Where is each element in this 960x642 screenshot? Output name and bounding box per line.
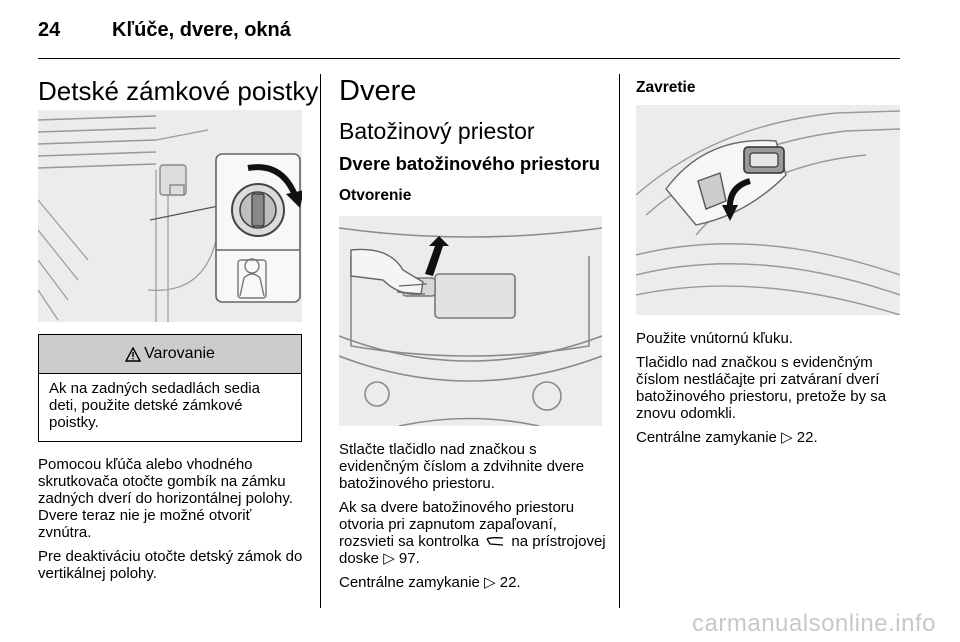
- paragraph: [636, 429, 906, 446]
- paragraph: [339, 574, 607, 591]
- column-divider: [320, 74, 321, 608]
- text-run: Ak sa dvere batožinového priestoru otvoria pri zapnutom zapaľovaní, rozsvieti sa kontrolka: [339, 499, 575, 550]
- column-divider: [619, 74, 620, 608]
- paragraph: [339, 499, 607, 567]
- chapter-title: Kľúče, dvere, okná: [112, 19, 291, 41]
- paragraph: Stlačte tlačidlo nad značkou s evidenčným číslom a zdvihnite dvere batožinového priestoru.: [339, 441, 585, 492]
- warning-triangle-icon: [125, 347, 141, 362]
- tailgate-closing-illustration: [636, 105, 900, 315]
- warning-title: Varovanie: [144, 345, 215, 362]
- section-heading-child-locks: Detské zámkové poistky: [38, 76, 319, 106]
- page-ref-arrow-icon: ▷: [383, 550, 395, 567]
- paragraph: Tlačidlo nad značkou s evidenčným číslom nestláčajte pri zatváraní dverí batožinového priestoru, pretože by sa znovu odomkli.: [636, 354, 887, 422]
- paragraph: Pre deaktiváciu otočte detský zámok do vertikálnej polohy.: [38, 548, 303, 582]
- paragraph: Použite vnútornú kľuku.: [636, 330, 793, 347]
- text-run: Centrálne zamykanie: [636, 429, 777, 446]
- page-number: 24: [38, 19, 61, 41]
- section-tailgate: Dvere batožinového priestoru: [339, 153, 601, 174]
- subheading-luggage-compartment: Batožinový priestor: [339, 118, 535, 144]
- section-heading-doors: Dvere: [339, 75, 417, 107]
- warning-box: [38, 334, 302, 442]
- child-lock-instructions: [38, 456, 308, 589]
- opening-instructions: [339, 441, 607, 598]
- text-run: Centrálne zamykanie: [339, 574, 480, 591]
- page-ref-arrow-icon: ▷: [781, 429, 793, 446]
- header-rule: [38, 58, 900, 59]
- warning-text: Ak na zadných sedadlách sedia deti, použite detské zámkové poistky.: [49, 380, 260, 431]
- page-reference[interactable]: 97.: [398, 550, 420, 567]
- page-reference[interactable]: 22.: [499, 574, 521, 591]
- paragraph: Pomocou kľúča alebo vhodného skrutkovača otočte gombík na zámku zadných dverí do horizontálnej polohy. Dvere teraz nie je možné otvoriť zvnútra.: [38, 456, 293, 541]
- text-run: na prístrojovej doske: [339, 533, 606, 567]
- page-ref-arrow-icon: ▷: [484, 574, 496, 591]
- subsection-closing: Zavretie: [636, 79, 696, 96]
- subsection-opening: Otvorenie: [339, 187, 412, 204]
- open-tailgate-indicator-icon: [485, 536, 505, 548]
- child-lock-illustration: [38, 110, 302, 322]
- warning-header: [39, 335, 301, 374]
- tailgate-opening-illustration: [339, 216, 602, 426]
- site-watermark: carmanualsonline.info: [692, 610, 936, 637]
- closing-instructions: [636, 330, 906, 453]
- page-reference[interactable]: 22.: [796, 429, 818, 446]
